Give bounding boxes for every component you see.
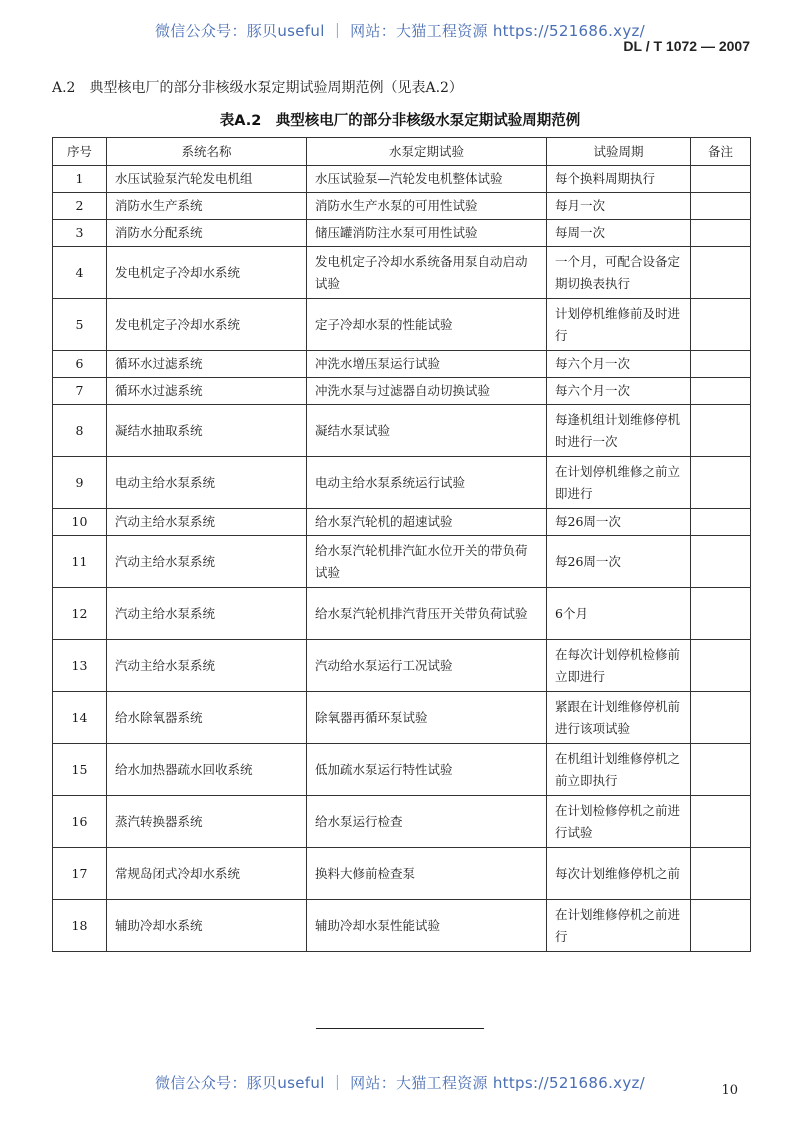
- table-row: [53, 247, 751, 299]
- system-name: 汽动主给水泵系统: [107, 509, 307, 536]
- page-number: 10: [721, 1083, 738, 1098]
- pump-test: 消防水生产水泵的可用性试验: [307, 193, 547, 220]
- row-note: [691, 220, 751, 247]
- pump-test: 辅助冷却水泵性能试验: [307, 900, 547, 952]
- row-note: [691, 405, 751, 457]
- pump-test: 水压试验泵—汽轮发电机整体试验: [307, 166, 547, 193]
- pump-test: 给水泵汽轮机排汽缸水位开关的带负荷试验: [307, 536, 547, 588]
- row-number: 2: [53, 193, 107, 220]
- test-period: 一个月，可配合设备定期切换表执行: [547, 247, 691, 299]
- pump-test: 凝结水泵试验: [307, 405, 547, 457]
- table-row: [53, 457, 751, 509]
- row-number: 8: [53, 405, 107, 457]
- test-period: 每六个月一次: [547, 351, 691, 378]
- row-note: [691, 536, 751, 588]
- pump-test: 冲洗水泵与过滤器自动切换试验: [307, 378, 547, 405]
- row-note: [691, 351, 751, 378]
- system-name: 辅助冷却水系统: [107, 900, 307, 952]
- test-period: 在计划维修停机之前进行: [547, 900, 691, 952]
- watermark-bottom: 微信公众号：豚贝useful ｜ 网站：大猫工程资源 https://521686.xyz/: [154, 1074, 646, 1092]
- row-note: [691, 588, 751, 640]
- row-number: 16: [53, 796, 107, 848]
- pump-test: 定子冷却水泵的性能试验: [307, 299, 547, 351]
- table-row: [53, 848, 751, 900]
- test-period: 在计划停机维修之前立即进行: [547, 457, 691, 509]
- row-number: 4: [53, 247, 107, 299]
- pump-test: 给水泵汽轮机的超速试验: [307, 509, 547, 536]
- table-row: [53, 405, 751, 457]
- table-row: [53, 193, 751, 220]
- test-period: 计划停机维修前及时进行: [547, 299, 691, 351]
- table-row: [53, 378, 751, 405]
- table-row: [53, 536, 751, 588]
- row-note: [691, 509, 751, 536]
- pump-test: 冲洗水增压泵运行试验: [307, 351, 547, 378]
- row-note: [691, 848, 751, 900]
- table-row: [53, 900, 751, 952]
- system-name: 水压试验泵汽轮发电机组: [107, 166, 307, 193]
- system-name: 给水除氧器系统: [107, 692, 307, 744]
- table-row: [53, 166, 751, 193]
- table-row: [53, 588, 751, 640]
- table-row: [53, 640, 751, 692]
- table-row: [53, 299, 751, 351]
- column-header-test: 水泵定期试验: [307, 138, 547, 166]
- row-note: [691, 193, 751, 220]
- document-code: DL / T 1072 — 2007: [623, 38, 750, 54]
- system-name: 汽动主给水泵系统: [107, 588, 307, 640]
- column-header-number: 序号: [53, 138, 107, 166]
- table-row: [53, 220, 751, 247]
- system-name: 消防水分配系统: [107, 220, 307, 247]
- row-number: 17: [53, 848, 107, 900]
- row-number: 1: [53, 166, 107, 193]
- system-name: 常规岛闭式冷却水系统: [107, 848, 307, 900]
- row-number: 6: [53, 351, 107, 378]
- table-row: [53, 692, 751, 744]
- row-number: 3: [53, 220, 107, 247]
- pump-test: 储压罐消防注水泵可用性试验: [307, 220, 547, 247]
- row-note: [691, 457, 751, 509]
- row-number: 7: [53, 378, 107, 405]
- test-period: 每26周一次: [547, 509, 691, 536]
- system-name: 凝结水抽取系统: [107, 405, 307, 457]
- row-number: 15: [53, 744, 107, 796]
- pump-test: 除氧器再循环泵试验: [307, 692, 547, 744]
- row-number: 5: [53, 299, 107, 351]
- row-note: [691, 796, 751, 848]
- table-row: [53, 744, 751, 796]
- table-row: [53, 351, 751, 378]
- test-period: 在计划检修停机之前进行试验: [547, 796, 691, 848]
- pump-test: 汽动给水泵运行工况试验: [307, 640, 547, 692]
- row-number: 18: [53, 900, 107, 952]
- test-period: 每逢机组计划维修停机时进行一次: [547, 405, 691, 457]
- row-note: [691, 299, 751, 351]
- row-number: 13: [53, 640, 107, 692]
- test-period: 每六个月一次: [547, 378, 691, 405]
- system-name: 蒸汽转换器系统: [107, 796, 307, 848]
- system-name: 汽动主给水泵系统: [107, 640, 307, 692]
- system-name: 发电机定子冷却水系统: [107, 299, 307, 351]
- pump-test: 电动主给水泵系统运行试验: [307, 457, 547, 509]
- table-row: [53, 509, 751, 536]
- test-period: 6个月: [547, 588, 691, 640]
- row-note: [691, 166, 751, 193]
- row-note: [691, 900, 751, 952]
- table-body: [53, 166, 751, 952]
- pump-test: 给水泵汽轮机排汽背压开关带负荷试验: [307, 588, 547, 640]
- column-header-period: 试验周期: [547, 138, 691, 166]
- row-number: 10: [53, 509, 107, 536]
- test-period: 每26周一次: [547, 536, 691, 588]
- test-period: 每周一次: [547, 220, 691, 247]
- pump-test: 发电机定子冷却水系统备用泵自动启动试验: [307, 247, 547, 299]
- section-heading: A.2 典型核电厂的部分非核级水泵定期试验周期范例（见表A.2）: [52, 80, 463, 96]
- row-note: [691, 640, 751, 692]
- system-name: 给水加热器疏水回收系统: [107, 744, 307, 796]
- test-period: 在机组计划维修停机之前立即执行: [547, 744, 691, 796]
- row-note: [691, 247, 751, 299]
- row-note: [691, 744, 751, 796]
- column-header-system: 系统名称: [107, 138, 307, 166]
- system-name: 循环水过滤系统: [107, 378, 307, 405]
- test-period: 每次计划维修停机之前: [547, 848, 691, 900]
- test-period: 在每次计划停机检修前立即进行: [547, 640, 691, 692]
- system-name: 电动主给水泵系统: [107, 457, 307, 509]
- row-number: 14: [53, 692, 107, 744]
- pump-test: 给水泵运行检查: [307, 796, 547, 848]
- watermark-top: 微信公众号：豚贝useful ｜ 网站：大猫工程资源 https://521686.xyz/: [154, 22, 646, 40]
- test-period: 紧跟在计划维修停机前进行该项试验: [547, 692, 691, 744]
- system-name: 汽动主给水泵系统: [107, 536, 307, 588]
- bottom-rule: [316, 1028, 484, 1029]
- column-header-note: 备注: [691, 138, 751, 166]
- row-note: [691, 378, 751, 405]
- test-period: 每个换料周期执行: [547, 166, 691, 193]
- system-name: 消防水生产系统: [107, 193, 307, 220]
- table-row: [53, 796, 751, 848]
- test-period: 每月一次: [547, 193, 691, 220]
- table-header-row: [53, 138, 751, 166]
- pump-test: 低加疏水泵运行特性试验: [307, 744, 547, 796]
- row-number: 11: [53, 536, 107, 588]
- system-name: 发电机定子冷却水系统: [107, 247, 307, 299]
- system-name: 循环水过滤系统: [107, 351, 307, 378]
- row-note: [691, 692, 751, 744]
- pump-test: 换料大修前检查泵: [307, 848, 547, 900]
- row-number: 9: [53, 457, 107, 509]
- table-caption: 表A.2 典型核电厂的部分非核级水泵定期试验周期范例: [219, 113, 581, 129]
- row-number: 12: [53, 588, 107, 640]
- test-period-table: [52, 137, 751, 952]
